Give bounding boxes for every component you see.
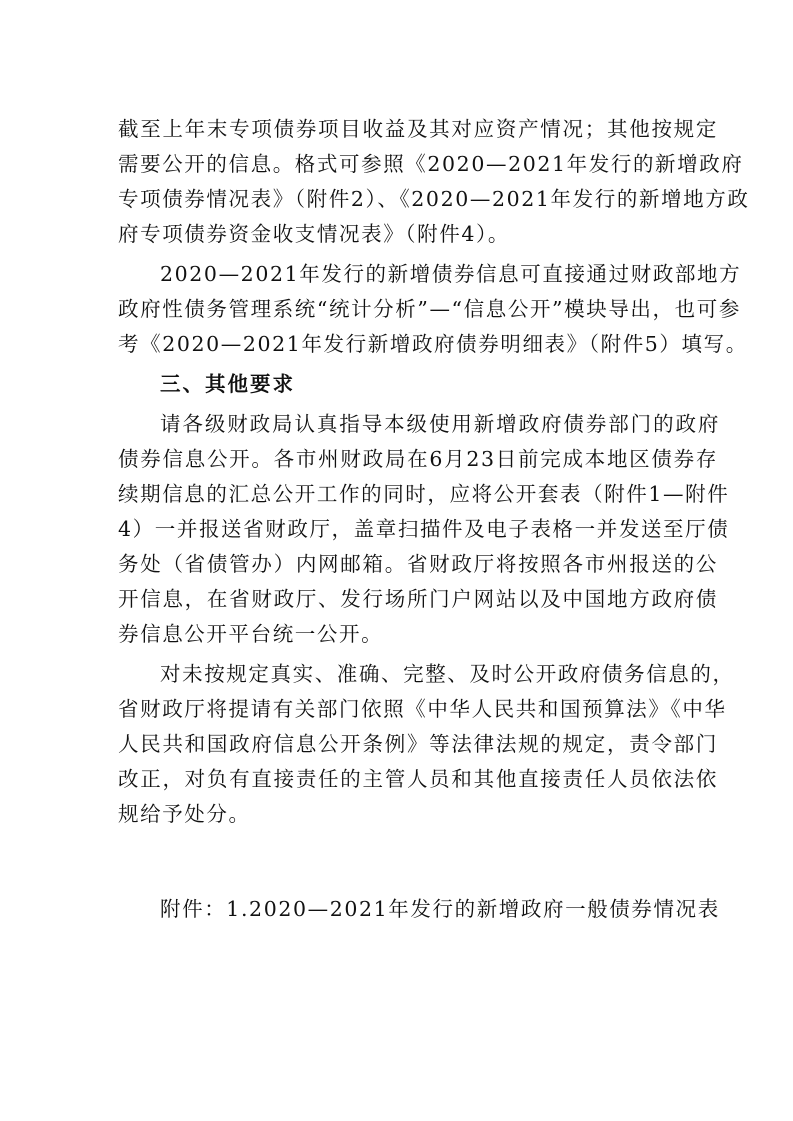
paragraph-line: 对未按规定真实、准确、完整、及时公开政府债务信息的， — [160, 662, 735, 686]
attachment-line: 附件：1.2020—2021年发行的新增政府一般债券情况表 — [160, 897, 720, 921]
paragraph-line: 请各级财政局认真指导本级使用新增政府债券部门的政府 — [160, 412, 720, 436]
paragraph-line: 需要公开的信息。格式可参照《2020—2021年发行的新增政府 — [118, 152, 744, 176]
paragraph-line: 续期信息的汇总公开工作的同时，应将公开套表（附件1—附件 — [118, 482, 730, 506]
paragraph-line: 2020—2021年发行的新增债券信息可直接通过财政部地方 — [160, 262, 742, 286]
paragraph-line: 券信息公开平台统一公开。 — [118, 622, 384, 646]
paragraph-line: 政府性债务管理系统“统计分析”—“信息公开”模块导出，也可参 — [118, 297, 741, 321]
paragraph-line: 府专项债券资金收支情况表》（附件4）。 — [118, 222, 510, 246]
paragraph-line: 专项债券情况表》（附件2）、《2020—2021年发行的新增地方政 — [118, 187, 750, 211]
paragraph-line: 4）一并报送省财政厅，盖章扫描件及电子表格一并发送至厅债 — [118, 517, 730, 541]
paragraph-line: 债券信息公开。各市州财政局在6月23日前完成本地区债券存 — [118, 447, 718, 471]
paragraph-line: 考《2020—2021年发行新增政府债券明细表》（附件5）填写。 — [118, 332, 748, 356]
paragraph-line: 规给予处分。 — [118, 802, 251, 826]
paragraph-line: 开信息，在省财政厅、发行场所门户网站以及中国地方政府债 — [118, 587, 718, 611]
paragraph-line: 人民共和国政府信息公开条例》等法律法规的规定，责令部门 — [118, 732, 718, 756]
paragraph-line: 省财政厅将提请有关部门依照《中华人民共和国预算法》《中华 — [118, 697, 727, 721]
paragraph-line: 改正，对负有直接责任的主管人员和其他直接责任人员依法依 — [118, 767, 718, 791]
paragraph-line: 截至上年末专项债券项目收益及其对应资产情况；其他按规定 — [118, 117, 718, 141]
section-heading: 三、其他要求 — [160, 372, 295, 396]
paragraph-line: 务处（省债管办）内网邮箱。省财政厅将按照各市州报送的公 — [118, 552, 718, 576]
